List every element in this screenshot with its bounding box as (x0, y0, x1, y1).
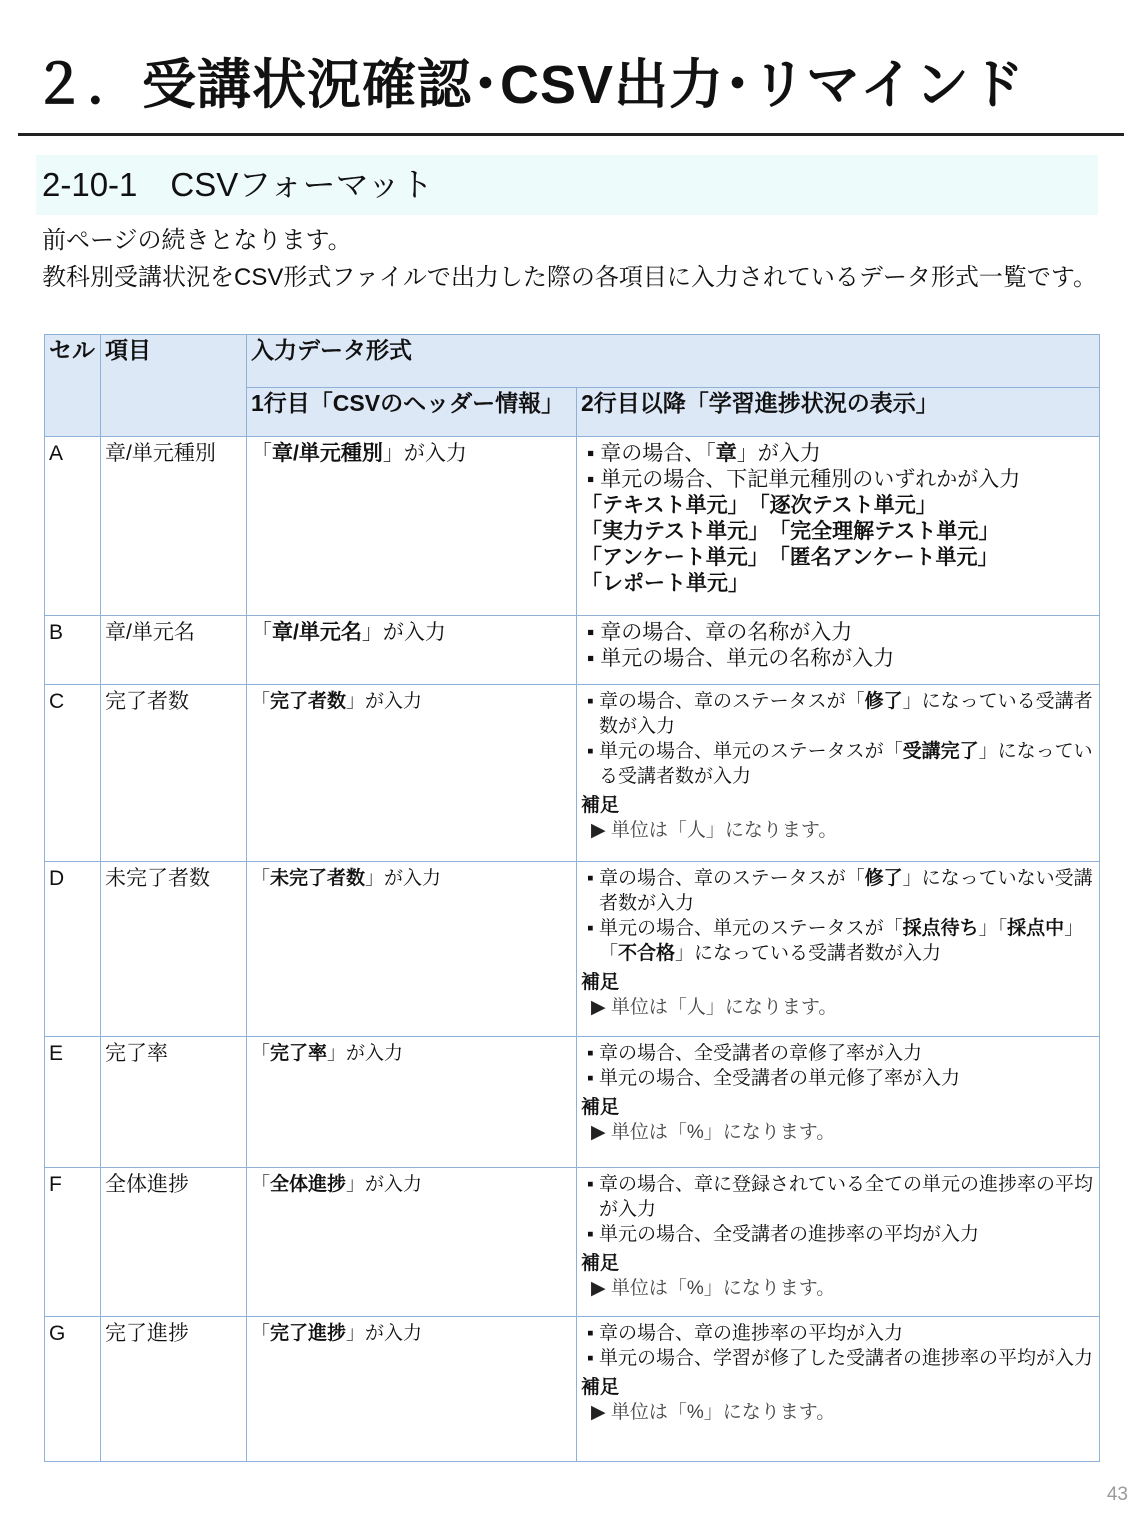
note-heading: 補足 (581, 795, 620, 816)
list-item: ▪ 章の場合、章に登録されている全ての単元の進捗率の平均が入力 (581, 1172, 1095, 1222)
title-divider (18, 133, 1124, 136)
cell-header-format: 「章/単元名」が入力 (247, 616, 577, 685)
table-row (45, 862, 1100, 1037)
cell-data-format (577, 862, 1100, 1037)
unit-kind-line: 「実力テスト単元」 「完全理解テスト単元」 (581, 520, 1000, 543)
intro-line-2: 教科別受講状況をCSV形式ファイルで出力した際の各項目に入力されているデータ形式一覧です。 (42, 264, 1097, 291)
cell-data-format (577, 1168, 1100, 1317)
table-header-row (45, 335, 1100, 388)
cell-item: 未完了者数 (101, 862, 247, 1037)
cell-data-format (577, 1037, 1100, 1168)
cell-header-format: 「完了率」が入力 (247, 1037, 577, 1168)
header-row2: 2行目以降「学習進捗状況の表示」 (577, 388, 1100, 437)
list-item: ▪ 単元の場合、全受講者の単元修了率が入力 (581, 1066, 1095, 1091)
table-row (45, 616, 1100, 685)
cell-item: 全体進捗 (101, 1168, 247, 1317)
list-item: ▪ 単元の場合、下記単元種別のいずれかが入力 (581, 467, 1095, 493)
cell-data-format (577, 437, 1100, 616)
intro-line-1: 前ページの続きとなります。 (42, 227, 352, 254)
list-item: ▪ 単元の場合、単元の名称が入力 (581, 646, 1095, 672)
list-item: ▪ 章の場合、章の進捗率の平均が入力 (581, 1321, 1095, 1346)
cell-header-format: 「全体進捗」が入力 (247, 1168, 577, 1317)
page-number: 43 (1106, 1484, 1128, 1505)
page-title: ２．受講状況確認･CSV出力･リマインド (32, 55, 1025, 115)
note-heading: 補足 (581, 972, 620, 993)
header-input-format: 入力データ形式 (247, 335, 1100, 388)
table-row (45, 1037, 1100, 1168)
table-row (45, 1168, 1100, 1317)
note-text: ▶ 単位は「%」になります。 (581, 1120, 1095, 1145)
table-row (45, 437, 1100, 616)
cell-data-format (577, 616, 1100, 685)
unit-kind-line: 「テキスト単元」 「逐次テスト単元」 (581, 494, 937, 517)
cell-header-format: 「章/単元種別」が入力 (247, 437, 577, 616)
list-item: ▪ 章の場合、章の名称が入力 (581, 620, 1095, 646)
cell-id: D (45, 862, 101, 1037)
intro-text (42, 222, 1097, 296)
cell-item: 章/単元名 (101, 616, 247, 685)
cell-item: 完了者数 (101, 685, 247, 862)
note-text: ▶ 単位は「%」になります。 (581, 1276, 1095, 1301)
note-heading: 補足 (581, 1097, 620, 1118)
list-item: ▪ 章の場合、章のステータスが「修了」になっている受講者数が入力 (581, 689, 1095, 739)
list-item: ▪ 章の場合、「章」が入力 (581, 441, 1095, 467)
cell-item: 完了進捗 (101, 1317, 247, 1462)
cell-id: A (45, 437, 101, 616)
note-text: ▶ 単位は「人」になります。 (581, 995, 1095, 1020)
cell-id: B (45, 616, 101, 685)
list-item: ▪ 単元の場合、単元のステータスが「受講完了」になっている受講者数が入力 (581, 739, 1095, 789)
list-item: ▪ 単元の場合、学習が修了した受講者の進捗率の平均が入力 (581, 1346, 1095, 1371)
note-heading: 補足 (581, 1377, 620, 1398)
cell-id: C (45, 685, 101, 862)
cell-data-format (577, 1317, 1100, 1462)
cell-header-format: 「未完了者数」が入力 (247, 862, 577, 1037)
note-text: ▶ 単位は「人」になります。 (581, 818, 1095, 843)
cell-header-format: 「完了進捗」が入力 (247, 1317, 577, 1462)
header-item: 項目 (101, 335, 247, 437)
csv-format-table (44, 334, 1100, 1462)
unit-kind-line: 「アンケート単元」 「匿名アンケート単元」 (581, 546, 999, 569)
table-row (45, 1317, 1100, 1462)
list-item: ▪ 単元の場合、全受講者の進捗率の平均が入力 (581, 1222, 1095, 1247)
list-item: ▪ 単元の場合、単元のステータスが「採点待ち」「採点中」「不合格」になっている受講者数が入力 (581, 916, 1095, 966)
cell-id: F (45, 1168, 101, 1317)
section-header (36, 155, 1098, 215)
note-text: ▶ 単位は「%」になります。 (581, 1400, 1095, 1425)
cell-item: 完了率 (101, 1037, 247, 1168)
cell-id: G (45, 1317, 101, 1462)
header-cell: セル (45, 335, 101, 437)
cell-id: E (45, 1037, 101, 1168)
table-row (45, 685, 1100, 862)
unit-kind-line: 「レポート単元」 (581, 572, 749, 595)
list-item: ▪ 章の場合、全受講者の章修了率が入力 (581, 1041, 1095, 1066)
note-heading: 補足 (581, 1253, 620, 1274)
list-item: ▪ 章の場合、章のステータスが「修了」になっていない受講者数が入力 (581, 866, 1095, 916)
cell-data-format (577, 685, 1100, 862)
section-title: 2-10-1 CSVフォーマット (42, 166, 434, 203)
cell-item: 章/単元種別 (101, 437, 247, 616)
cell-header-format: 「完了者数」が入力 (247, 685, 577, 862)
header-row1: 1行目「CSVのヘッダー情報」 (247, 388, 577, 437)
